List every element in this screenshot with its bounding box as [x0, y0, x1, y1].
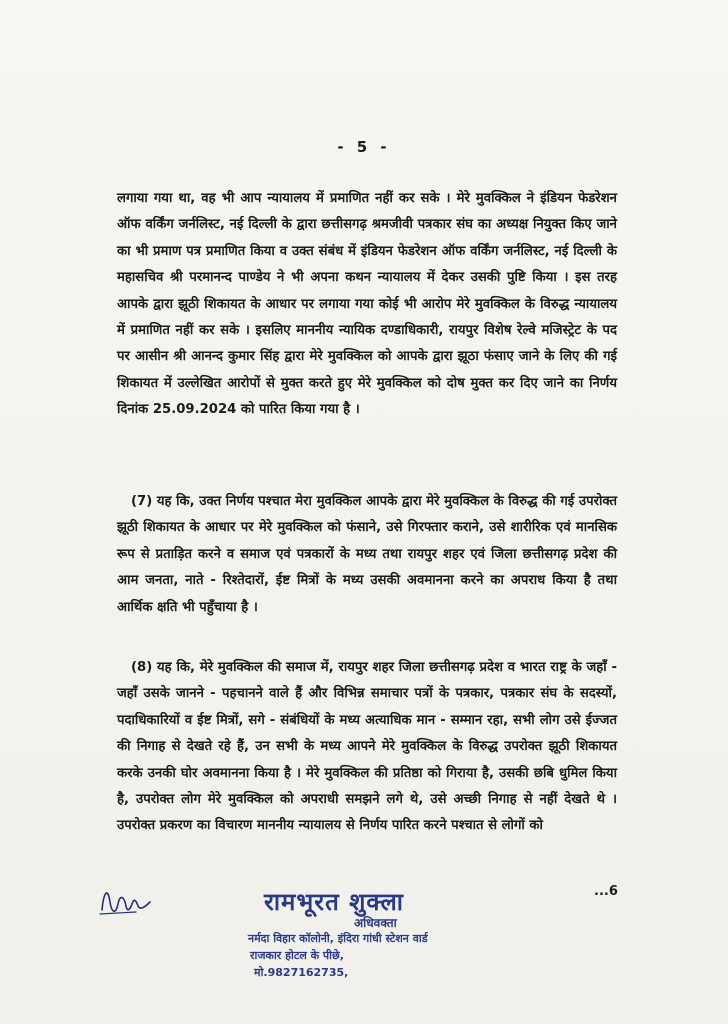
paragraph-8: (8) यह कि, मेरे मुवक्किल की समाज में, रायपुर शहर जिला छत्तीसगढ़ प्रदेश व भारत राष्ट्र के जहाँ - जहाँ उसके जानने - पहचानने वाले हैं और विभिन्न समाचार पत्रों के पत्रकार, पत्रकार संघ के सदस्यों, पदाधिकारियों व ईष्ट मित्रों, सगे - संबंधियों के मध्य अत्याधिक मान - सम्मान रहा, सभी लोग उसे ईज्जत की निगाह से देखते रहे हैं, उन सभी के मध्य आपने मेरे मुवक्किल के विरुद्ध उपरोक्त झूठी शिकायत करके उनकी घोर अवमानना किया है । मेरे मुवक्किल की प्रतिष्ठा को गिराया है, उसकी छबि धुमिल किया है, उपरोक्त लोग मेरे मुवक्किल को अपराधी समझने लगे थे, उसे अच्छी निगाह से नहीं देखते थे । उपरोक्त प्रकरण का विचारण माननीय न्यायालय से निर्णय पारित करने पश्चात से लोगों को	[117, 660, 617, 834]
advocate-name: रामभूरत शुक्ला	[264, 888, 404, 916]
continued-marker: ...6	[594, 884, 618, 899]
paragraph-continuation: लगाया गया था, वह भी आप न्यायालय में प्रमाणित नहीं कर सके । मेरे मुवक्किल ने इंडियन फेडरेशन ऑफ वर्किंग जर्नलिस्ट, नई दिल्ली के द्वारा छत्तीसगढ़ श्रमजीवी पत्रकार संघ का अध्यक्ष नियुक्त किए जाने का भी प्रमाण पत्र प्रमाणित किया व उक्त संबंध में इंडियन फेडरेशन ऑफ वर्किंग जर्नलिस्ट, नई दिल्ली के महासचिव श्री परमानन्द पाण्डेय ने भी अपना कथन न्यायालय में देकर उसकी पुष्टि किया । इस तरह आपके द्वारा झूठी शिकायत के आधार पर लगाया गया कोई भी आरोप मेरे मुवक्किल के विरुद्ध न्यायालय में प्रमाणित नहीं कर सके । इसलिए माननीय न्यायिक दण्डाधिकारी, रायपुर विशेष रेल्वे मजिस्ट्रेट के पद पर आसीन श्री आनन्द कुमार सिंह द्वारा मेरे मुवक्किल को आपके द्वारा झूठा फंसाए जाने के लिए की गई शिकायत में उल्लेखित आरोपों से मुक्त करते हुए मेरे मुवक्किल को दोष मुक्त कर दिए जाने का निर्णय दिनांक 25.09.2024 को पारित किया गया है ।	[117, 191, 617, 418]
advocate-title: अधिवक्ता	[354, 916, 397, 930]
page-number: - 5 -	[337, 138, 391, 156]
paragraph-7: (7) यह कि, उक्त निर्णय पश्चात मेरा मुवक्किल आपके द्वारा मेरे मुवक्किल के विरुद्ध की गई उपरोक्त झूठी शिकायत के आधार पर मेरे मुवक्किल को फंसाने, उसे गिरफ्तार कराने, उसे शारीरिक एवं मानसिक रूप से प्रताड़ित करने व समाज एवं पत्रकारों के मध्य तथा रायपुर शहर एवं जिला छत्तीसगढ़ प्रदेश की आम जनता, नाते - रिश्तेदारों, ईष्ट मित्रों के मध्य उसकी अवमानना करने का अपराध किया है तथा आर्थिक क्षति भी पहुँचाया है ।	[117, 494, 617, 615]
stamp-address-line: राजकार होटल के पीछे,	[250, 949, 344, 962]
signature-icon	[96, 880, 156, 924]
stamp-phone-line: मो.9827162735,	[254, 966, 349, 979]
advocate-stamp	[248, 888, 478, 981]
stamp-address-line: नर्मदा विहार कॉलोनी, इंदिरा गांधी स्टेशन वार्ड	[248, 932, 428, 945]
